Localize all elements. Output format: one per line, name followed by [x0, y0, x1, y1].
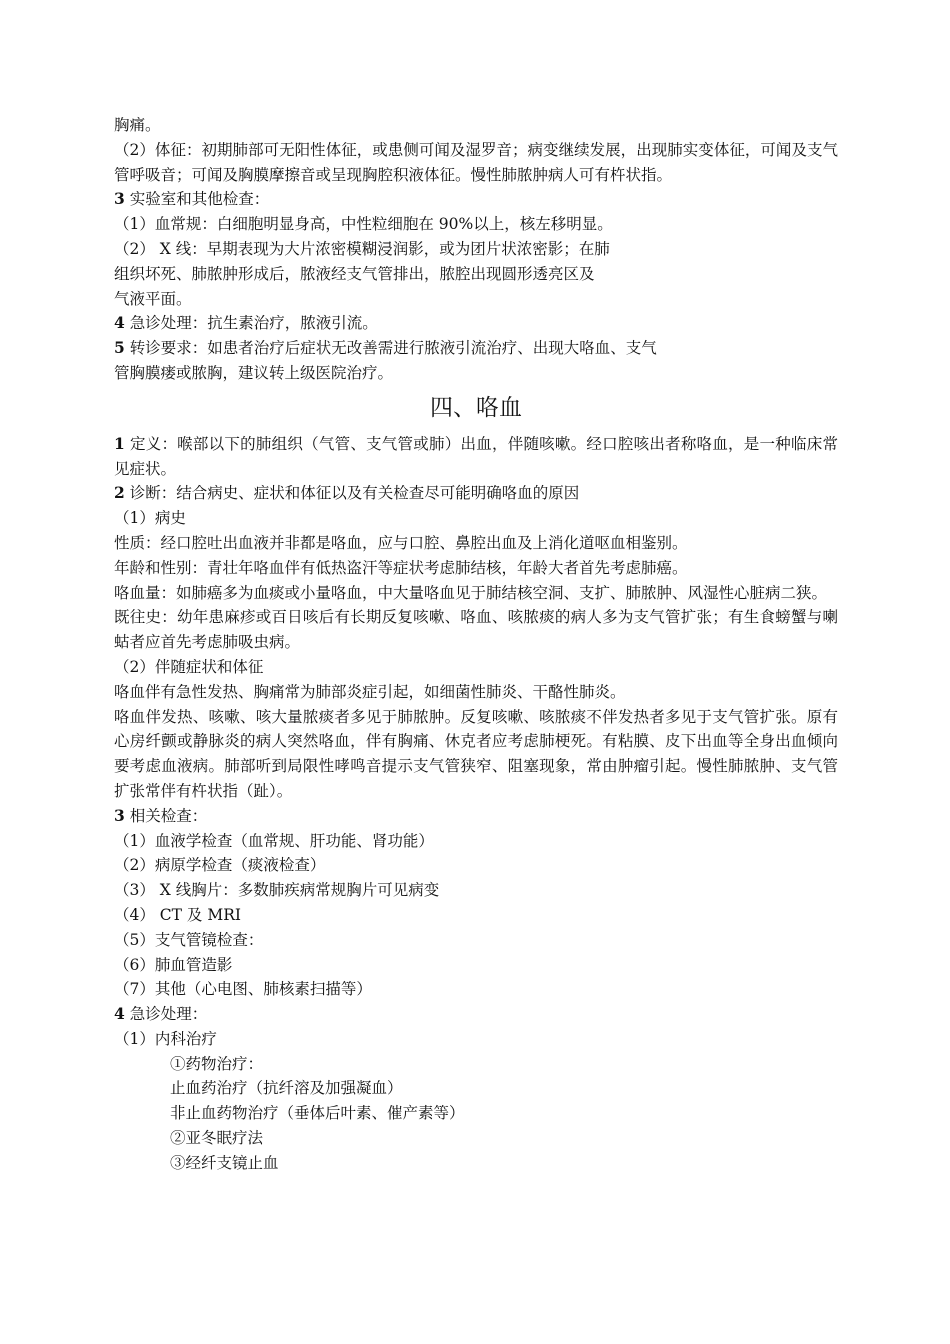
section-text: 诊断：结合病史、症状和体征以及有关检查尽可能明确咯血的原因: [124, 484, 580, 503]
section-text: 定义：喉部以下的肺组织（气管、支气管或肺）出血，伴随咳嗽。经口腔咳出者称咯血，是一种临床常见症状。: [114, 434, 838, 478]
paragraph-amount: 咯血量：如肺癌多为血痰或小量咯血，中大量咯血见于肺结核空洞、支扩、肺脓肿、风湿性心脏病二狭。: [114, 583, 828, 602]
document-content: [114, 113, 838, 1176]
text-line: 组织坏死、肺脓肿形成后，脓液经支气管排出，脓腔出现圆形透亮区及: [114, 264, 595, 283]
section-number: 4: [114, 1004, 125, 1024]
text-line: 气液平面。: [114, 289, 192, 308]
section-text: 转诊要求：如患者治疗后症状无改善需进行脓液引流治疗、出现大咯血、支气: [124, 339, 657, 358]
text-line: 管胸膜瘘或脓胸，建议转上级医院治疗。: [114, 363, 394, 382]
paragraph-signs: （2）体征：初期肺部可无阳性体征，或患侧可闻及湿罗音；病变继续发展，出现肺实变体征，可闻及支气管呼吸音；可闻及胸膜摩擦音或呈现胸腔积液体征。慢性肺脓肿病人可有杵状指。: [114, 140, 838, 184]
list-item: （2）病原学检查（痰液检查）: [114, 856, 326, 875]
list-item: （4） CT 及 MRI: [114, 905, 242, 924]
list-item: 止血药治疗（抗纤溶及加强凝血）: [170, 1079, 403, 1098]
list-item: （3） X 线胸片：多数肺疾病常规胸片可见病变: [114, 881, 440, 900]
text-line: （2） X 线：早期表现为大片浓密模糊浸润影，或为团片状浓密影；在肺: [114, 239, 610, 258]
text-line: （2）伴随症状和体征: [114, 657, 264, 676]
section-number: 5: [114, 338, 125, 358]
text-line: （1）血常规：白细胞明显身高，中性粒细胞在 90%以上，核左移明显。: [114, 215, 613, 234]
list-item: （1）内科治疗: [114, 1029, 217, 1048]
section-text: 急诊处理：: [124, 1005, 208, 1024]
section-definition: [114, 432, 838, 482]
list-item: ②亚冬眠疗法: [170, 1129, 264, 1148]
section-number: 3: [114, 189, 125, 209]
section-number: 2: [114, 483, 125, 503]
text-line: （1）病史: [114, 509, 186, 528]
list-item: （6）肺血管造影: [114, 955, 233, 974]
section-number: 3: [114, 805, 125, 825]
text-line: 性质：经口腔吐出血液并非都是咯血，应与口腔、鼻腔出血及上消化道呕血相鉴别。: [114, 533, 688, 552]
section-text: 急诊处理：抗生素治疗，脓液引流。: [124, 314, 378, 333]
section-text: 相关检查：: [124, 806, 208, 825]
list-item: ①药物治疗：: [170, 1054, 264, 1073]
section-emergency: [114, 311, 838, 336]
chapter-heading: 四、咯血: [430, 394, 522, 421]
list-item: （5）支气管镜检查：: [114, 930, 264, 949]
text-line: 胸痛。: [114, 116, 161, 134]
section-diagnosis: [114, 481, 838, 506]
section-emergency-treatment: [114, 1002, 838, 1027]
list-item: ③经纤支镜止血: [170, 1153, 279, 1172]
list-item: （1）血液学检查（血常规、肝功能、肾功能）: [114, 831, 434, 850]
section-number: 1: [114, 433, 125, 453]
paragraph-history: 既往史：幼年患麻疹或百日咳后有长期反复咳嗽、咯血、咳脓痰的病人多为支气管扩张；有生食螃蟹与喇蛄者应首先考虑肺吸虫病。: [114, 608, 838, 652]
section-referral: [114, 336, 838, 361]
section-text: 实验室和其他检查：: [124, 190, 270, 209]
text-line: 年龄和性别：青壮年咯血伴有低热盗汗等症状考虑肺结核，年龄大者首先考虑肺癌。: [114, 558, 688, 577]
section-number: 4: [114, 313, 125, 333]
section-related-exams: [114, 804, 838, 829]
text-line: 咯血伴有急性发热、胸痛常为肺部炎症引起，如细菌性肺炎、干酪性肺炎。: [114, 682, 626, 701]
section-lab-exams: [114, 187, 838, 212]
list-item: （7）其他（心电图、肺核素扫描等）: [114, 980, 372, 999]
list-item: 非止血药物治疗（垂体后叶素、催产素等）: [170, 1104, 465, 1123]
paragraph-symptoms: 咯血伴发热、咳嗽、咳大量脓痰者多见于肺脓肿。反复咳嗽、咳脓痰不伴发热者多见于支气管扩张。原有心房纤颤或静脉炎的病人突然咯血，伴有胸痛、休克者应考虑肺梗死。有粘膜、皮下出血等全身出血倾向要考虑血液病。肺部听到局限性哮鸣音提示支气管狭窄、阻塞现象，常由肿瘤引起。慢性肺脓肿、支气管扩张常伴有杵状指（趾）。: [114, 707, 838, 800]
